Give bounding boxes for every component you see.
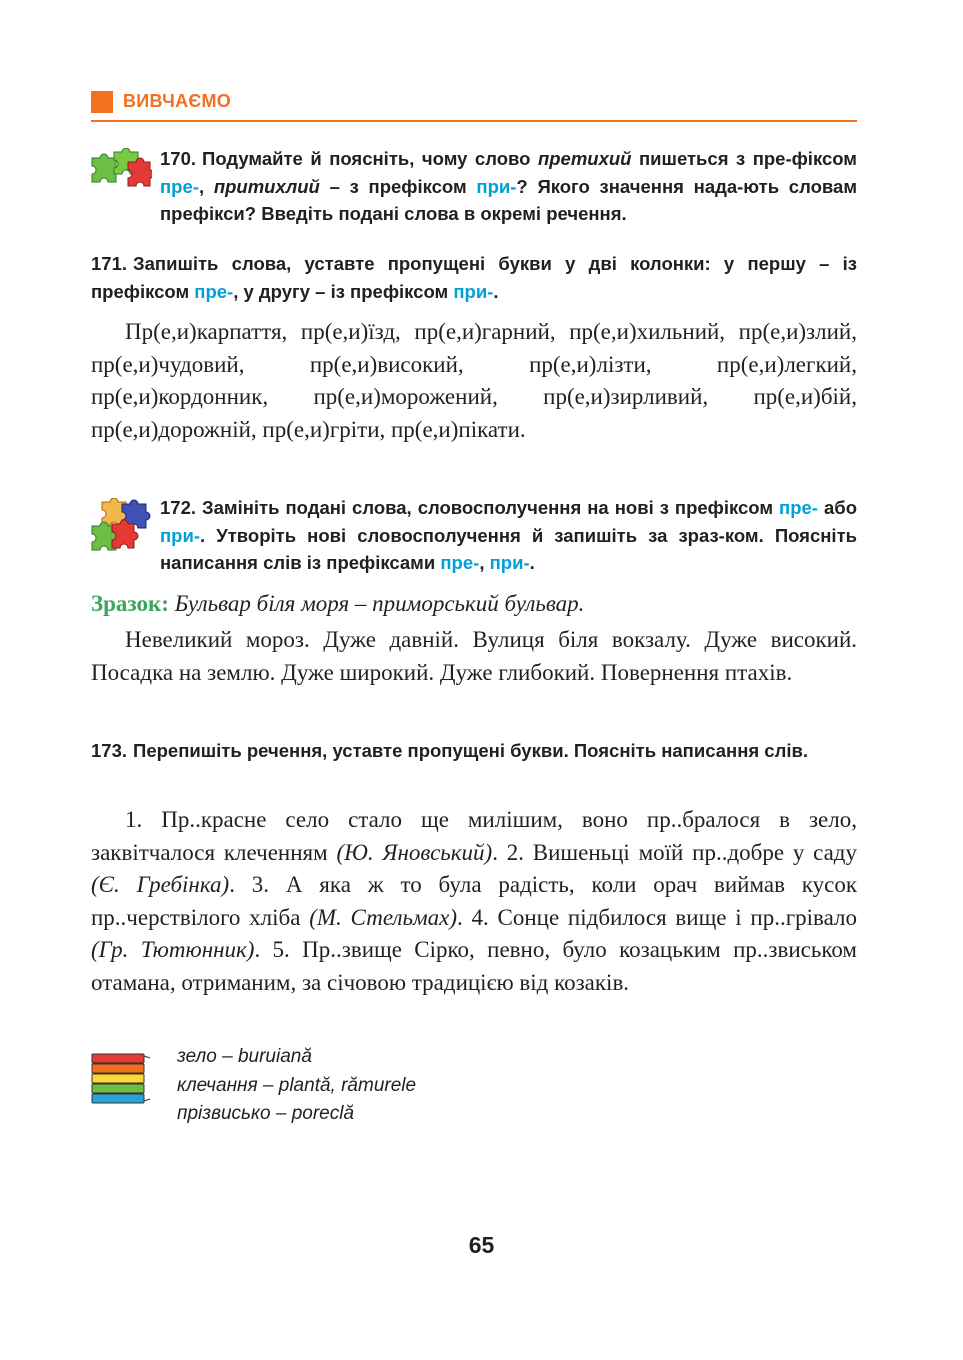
task-172-text: Невеликий мороз. Дуже давній. Вулиця біля вокзалу. Дуже високий. Посадка на землю. Дуже широкий. Дуже глибокий. Повернення птахів. [91, 627, 857, 685]
section-rule [91, 120, 857, 122]
task-173-instruction: 173. Перепишіть речення, уставте пропущені букви. Поясніть написання слів. [91, 740, 808, 761]
books-icon [90, 1052, 152, 1104]
sample-label: Зразок: [91, 591, 169, 616]
puzzle-icon [90, 148, 152, 190]
glossary [177, 1043, 416, 1129]
task-171-instruction: 171. Запишіть слова, уставте пропущені букви у дві колонки: у першу – із префіксом пре-, у другу – із префіксом при-. [91, 253, 857, 302]
puzzle-icon [90, 498, 152, 556]
section-header [91, 90, 857, 122]
task-170-instruction: 170. Подумайте й поясніть, чому слово претихий пишеться з пре-фіксом пре-, притихлий – з префіксом при-? Якого значення нада-ють словам префікси? Введіть подані слова в окремі речення. [160, 148, 858, 224]
sample-line [91, 588, 584, 620]
task-173-text: 1. Пр..красне село стало ще милішим, воно пр..бралося в зело, заквітчалося клеченням (Ю. Яновський). 2. Вишеньці моїй пр..добре у саду (Є. Гребінка). 3. А яка ж то була радість, коли орач виймав кусок пр..черствілого хліба (М. Стельмах). 4. Сонце підбилося вище і пр..грівало (Гр. Тютюнник). 5. Пр..звище Сірко, певно, було козацьким пр..звиськом отамана, отриманим, за січовою традицією від козаків. [91, 807, 858, 995]
section-title: ВИВЧАЄМО [123, 91, 232, 111]
section-marker [91, 91, 113, 113]
glossary-item: прізвисько – poreclă [177, 1103, 355, 1124]
task-172-instruction: 172. Замініть подані слова, словосполучення на нові з префіксом пре- або при-. Утворіть нові словосполучення й запишіть за зраз-ком. Поясніть написання слів із префіксами пре-, при-. [160, 497, 858, 573]
glossary-item: зело – buruiană [177, 1046, 312, 1067]
page-number: 65 [468, 1232, 495, 1258]
glossary-item: клечання – plantă, rămurele [177, 1074, 417, 1096]
task-171-text: Пр(е,и)карпаття, пр(е,и)їзд, пр(е,и)гарний, пр(е,и)хильний, пр(е,и)злий, пр(е,и)чудовий, пр(е,и)високий, пр(е,и)лізти, пр(е,и)легкий, пр(е,и)кордонник, пр(е,и)морожений, пр(е,и)зирливий, пр(е,и)бій, пр(е,и)дорожній, пр(е,и)гріти, пр(е,и)пікати. [91, 319, 857, 442]
sample-text: Бульвар біля моря – приморський бульвар. [174, 591, 585, 616]
